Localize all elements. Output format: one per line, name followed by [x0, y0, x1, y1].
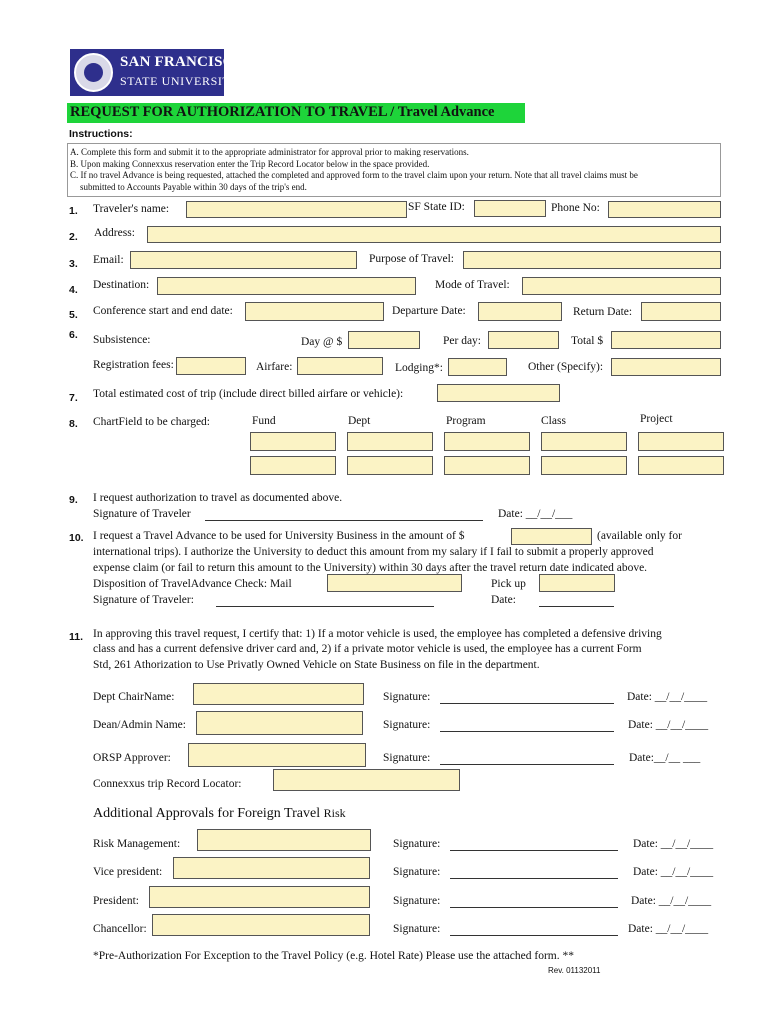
orsp-signature-line[interactable]: [440, 764, 614, 765]
president-date: Date: __/__/____: [631, 895, 712, 907]
chancellor-date: Date: __/__/____: [628, 923, 709, 935]
sf-state-id-label: SF State ID:: [408, 201, 465, 213]
instruction-b: B. Upon making Connexxus reservation enter the Trip Record Locator below in the space provided.: [70, 158, 430, 169]
risk-mgmt-label: Risk Management:: [93, 838, 181, 850]
connexxus-label: Connexxus trip Record Locator:: [93, 778, 242, 790]
disposition-label: Disposition of TravelAdvance Check: Mail: [93, 578, 292, 590]
vp-signature-line[interactable]: [450, 878, 618, 879]
item10-date-label: Date:: [491, 594, 516, 606]
president-signature-line[interactable]: [450, 907, 618, 908]
vp-signature-label: Signature:: [393, 866, 441, 878]
day-at-label: Day @ $: [301, 336, 343, 348]
destination-label: Destination:: [93, 279, 150, 291]
email-field[interactable]: [130, 251, 357, 269]
per-day-label: Per day:: [443, 335, 482, 347]
president-label: President:: [93, 895, 139, 907]
president-field[interactable]: [149, 886, 370, 908]
total-label: Total $: [571, 335, 604, 347]
item-number-10: 10.: [69, 532, 84, 544]
item10-line3: expense claim (or fail to return this amount to the University) within 30 days after the travel return date indicated above.: [93, 562, 648, 574]
vp-date: Date: __/__/____: [633, 866, 714, 878]
per-day-field[interactable]: [488, 331, 559, 349]
departure-date-field[interactable]: [478, 302, 562, 321]
fund-field-1[interactable]: [250, 432, 336, 451]
item10-signature-label: Signature of Traveler:: [93, 594, 194, 606]
advance-amount-field[interactable]: [511, 528, 592, 545]
item-number-1: 1.: [69, 205, 78, 217]
travelers-name-label: Traveler's name:: [93, 203, 170, 215]
mail-field[interactable]: [327, 574, 462, 592]
vp-label: Vice president:: [93, 866, 163, 878]
program-field-2[interactable]: [444, 456, 530, 475]
risk-mgmt-signature-label: Signature:: [393, 838, 441, 850]
footnote: *Pre-Authorization For Exception to the Travel Policy (e.g. Hotel Rate) Please use the attached form. **: [93, 950, 574, 962]
dean-field[interactable]: [196, 711, 363, 735]
fund-header: Fund: [252, 415, 276, 427]
item-number-3: 3.: [69, 258, 78, 270]
vp-field[interactable]: [173, 857, 370, 879]
risk-mgmt-field[interactable]: [197, 829, 371, 851]
university-logo: [70, 49, 246, 96]
instructions-heading: Instructions:: [69, 128, 133, 140]
lodging-field[interactable]: [448, 358, 507, 376]
item-number-11: 11.: [69, 631, 84, 643]
dept-chair-signature-label: Signature:: [383, 691, 431, 703]
sf-state-id-field[interactable]: [474, 200, 546, 217]
dean-signature-label: Signature:: [383, 719, 431, 731]
total-estimated-label: Total estimated cost of trip (include direct billed airfare or vehicle):: [93, 388, 404, 400]
orsp-signature-label: Signature:: [383, 752, 431, 764]
program-header: Program: [446, 415, 486, 427]
dean-date: Date: __/__/____: [628, 719, 709, 731]
program-field-1[interactable]: [444, 432, 530, 451]
pickup-field[interactable]: [539, 574, 615, 592]
logo-line2: STATE UNIVERSITY: [120, 74, 240, 88]
item-number-8: 8.: [69, 418, 78, 430]
chancellor-label: Chancellor:: [93, 923, 147, 935]
item10-line2: international trips). I authorize the University to deduct this amount from my salary if I fail to submit a properly approved: [93, 546, 654, 558]
project-field-1[interactable]: [638, 432, 724, 451]
subsistence-label: Subsistence:: [93, 334, 151, 346]
instruction-c2: submitted to Accounts Payable within 30 days of the trip's end.: [80, 181, 307, 192]
title-highlight: [67, 103, 525, 123]
item11-line2: class and has a current defensive driver card and, 2) if a private motor vehicle is used, the employee has a current Form: [93, 643, 642, 655]
destination-field[interactable]: [157, 277, 416, 295]
mode-label: Mode of Travel:: [435, 279, 510, 291]
item9-text: I request authorization to travel as documented above.: [93, 492, 343, 504]
conference-dates-field[interactable]: [245, 302, 384, 321]
chancellor-signature-line[interactable]: [450, 935, 618, 936]
foreign-heading-risk: Risk: [323, 806, 346, 820]
revision-label: Rev. 01132011: [548, 966, 601, 975]
logo-line1: SAN FRANCISCO: [120, 54, 246, 70]
phone-label: Phone No:: [551, 202, 600, 214]
foreign-heading: [93, 806, 346, 822]
mode-field[interactable]: [522, 277, 721, 295]
class-field-2[interactable]: [541, 456, 627, 475]
other-label: Other (Specify):: [528, 361, 604, 373]
class-field-1[interactable]: [541, 432, 627, 451]
address-field[interactable]: [147, 226, 721, 243]
dept-chair-label: Dept ChairName:: [93, 691, 175, 703]
item-number-6: 6.: [69, 329, 78, 341]
instruction-c1: C. If no travel Advance is being requested, attached the completed and approved form to the travel claim upon your return. Note that all travel claims must be: [70, 170, 638, 180]
item-number-7: 7.: [69, 392, 78, 404]
airfare-field[interactable]: [297, 357, 383, 375]
dept-chair-field[interactable]: [193, 683, 364, 705]
lodging-label: Lodging*:: [395, 362, 443, 374]
foreign-heading-text: Additional Approvals for Foreign Travel: [93, 806, 321, 821]
university-seal-icon: [74, 53, 113, 92]
connexxus-field[interactable]: [273, 769, 460, 791]
return-date-field[interactable]: [641, 302, 721, 321]
item-number-5: 5.: [69, 309, 78, 321]
purpose-field[interactable]: [463, 251, 721, 269]
item10-line1: I request a Travel Advance to be used for University Business in the amount of $: [93, 530, 465, 542]
orsp-field[interactable]: [188, 743, 366, 767]
registration-label: Registration fees:: [93, 359, 174, 371]
item10-date-line[interactable]: [539, 606, 614, 607]
orsp-date: Date:__/__ ___: [629, 752, 701, 764]
return-label: Return Date:: [573, 306, 633, 318]
purpose-label: Purpose of Travel:: [369, 253, 454, 265]
total-estimated-field[interactable]: [437, 384, 560, 402]
other-field[interactable]: [611, 358, 721, 376]
address-label: Address:: [94, 227, 135, 239]
dean-signature-line[interactable]: [440, 731, 614, 732]
orsp-label: ORSP Approver:: [93, 752, 171, 764]
email-label: Email:: [93, 254, 124, 266]
item10-line1-end: (available only for: [597, 530, 682, 542]
item-number-9: 9.: [69, 494, 78, 506]
subsistence-total-field[interactable]: [611, 331, 721, 349]
project-field-2[interactable]: [638, 456, 724, 475]
instruction-a: A. Complete this form and submit it to the appropriate administrator for approval prior to making reservations.: [70, 147, 469, 157]
item11-line1: In approving this travel request, I certify that: 1) If a motor vehicle is used, the employee has completed a defensive driving: [93, 628, 662, 640]
item9-signature-line[interactable]: [205, 520, 483, 521]
item9-signature-label: Signature of Traveler: [93, 508, 191, 520]
risk-mgmt-signature-line[interactable]: [450, 850, 618, 851]
pickup-label: Pick up: [491, 578, 526, 590]
dean-label: Dean/Admin Name:: [93, 719, 186, 731]
chancellor-signature-label: Signature:: [393, 923, 441, 935]
departure-label: Departure Date:: [392, 305, 466, 317]
class-header: Class: [541, 415, 566, 427]
chancellor-field[interactable]: [152, 914, 370, 936]
airfare-label: Airfare:: [256, 361, 293, 373]
chartfield-label: ChartField to be charged:: [93, 416, 210, 428]
item-number-2: 2.: [69, 231, 78, 243]
travelers-name-field[interactable]: [186, 201, 407, 218]
dept-chair-date: Date: __/__/____: [627, 691, 708, 703]
page-title: REQUEST FOR AUTHORIZATION TO TRAVEL / Travel Advance: [70, 104, 495, 120]
phone-field[interactable]: [608, 201, 721, 218]
project-header: Project: [640, 413, 673, 425]
item10-signature-line[interactable]: [216, 606, 434, 607]
risk-mgmt-date: Date: __/__/____: [633, 838, 714, 850]
conference-label: Conference start and end date:: [93, 305, 233, 317]
days-field[interactable]: [348, 331, 420, 349]
registration-field[interactable]: [176, 357, 246, 375]
president-signature-label: Signature:: [393, 895, 441, 907]
dept-field-2[interactable]: [347, 456, 433, 475]
item9-date: Date: __/__/___: [498, 508, 573, 520]
fund-field-2[interactable]: [250, 456, 336, 475]
dept-header: Dept: [348, 415, 371, 427]
instructions-box: [67, 143, 721, 197]
item-number-4: 4.: [69, 284, 78, 296]
dept-chair-signature-line[interactable]: [440, 703, 614, 704]
dept-field-1[interactable]: [347, 432, 433, 451]
item11-line3: Std, 261 Athorization to Use Privatly Owned Vehicle on State Business on file in the department.: [93, 659, 540, 671]
